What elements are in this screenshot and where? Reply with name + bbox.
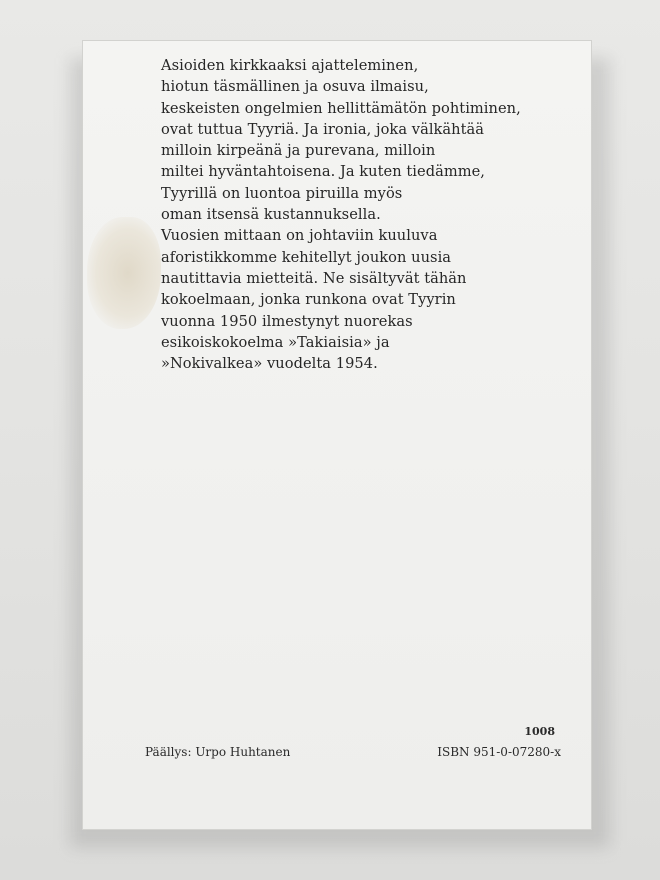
blurb-line: miltei hyväntahtoisena. Ja kuten tiedämme, [161, 163, 485, 181]
blurb-line: nautittavia mietteitä. Ne sisältyvät tähän [161, 269, 467, 287]
blurb-line: aforistikkomme kehitellyt joukon uusia [161, 248, 452, 266]
blurb-line: Tyyrillä on luontoa piruilla myös [161, 184, 403, 202]
blurb-line: milloin kirpeänä ja purevana, milloin [161, 142, 436, 160]
blurb-line: kokoelmaan, jonka runkona ovat Tyyrin [161, 291, 456, 309]
catalog-number: 1008 [524, 725, 555, 738]
isbn: ISBN 951-0-07280-x [437, 745, 561, 759]
blurb-line: »Nokivalkea» vuodelta 1954. [161, 355, 378, 373]
blurb-line: Vuosien mittaan on johtaviin kuuluva [161, 227, 438, 245]
blurb-line: oman itsensä kustannuksella. [161, 206, 381, 224]
cover-design-credit: Päällys: Urpo Huhtanen [145, 745, 291, 759]
paper-stain [87, 217, 161, 329]
book-back-cover [82, 40, 592, 830]
blurb-line: esikoiskokoelma »Takiaisia» ja [161, 333, 390, 351]
blurb-line: vuonna 1950 ilmestynyt nuorekas [161, 312, 413, 330]
blurb-line: Asioiden kirkkaaksi ajatteleminen, [161, 57, 419, 74]
blurb-line: ovat tuttua Tyyriä. Ja ironia, joka välkähtää [161, 120, 485, 138]
blurb-line: keskeisten ongelmien hellittämätön pohtiminen, [161, 99, 521, 117]
blurb-text [161, 55, 581, 374]
blurb-line: hiotun täsmällinen ja osuva ilmaisu, [161, 78, 429, 96]
